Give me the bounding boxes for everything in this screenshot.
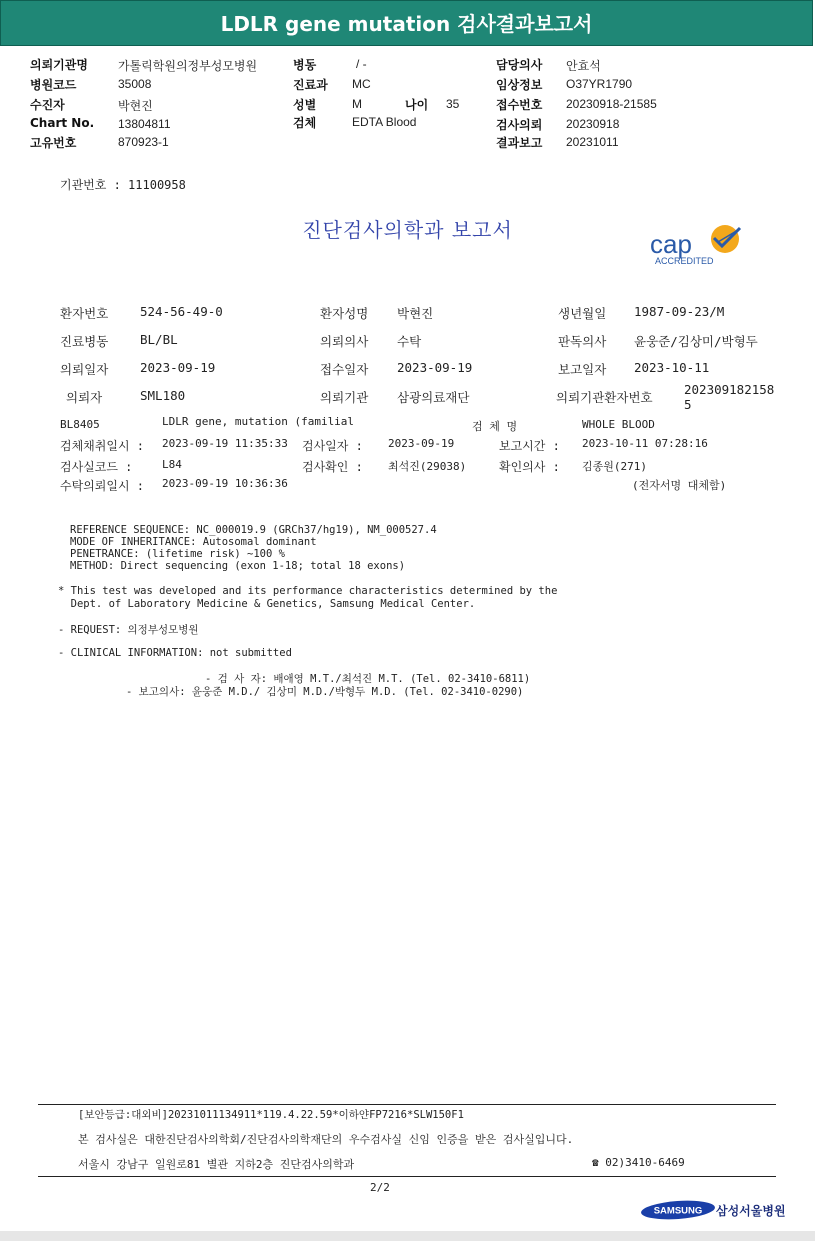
header-key: 검체 xyxy=(293,116,317,130)
patient-key: 보고일자 xyxy=(558,362,607,377)
patient-key: 접수일자 xyxy=(320,362,369,377)
header-key: 의뢰기관명 xyxy=(30,58,88,72)
note-line: * This test was developed and its performance characteristics determined by the xyxy=(58,585,558,597)
patient-key: 의뢰자 xyxy=(66,390,103,405)
header-key: 병동 xyxy=(293,58,317,72)
body-line: PENETRANCE: (lifetime risk) ~100 % xyxy=(70,548,285,560)
confirm-label: 검사확인 : xyxy=(302,460,363,474)
footer-divider xyxy=(38,1176,776,1177)
header-key: 성별 xyxy=(293,98,317,112)
doctor-value: 김종원(271) xyxy=(582,460,647,473)
header-value: M xyxy=(352,97,362,111)
esign-note: (전자서명 대체함) xyxy=(632,479,727,492)
samsung-text: SAMSUNG xyxy=(653,1205,703,1217)
header-key: 진료과 xyxy=(293,78,328,92)
patient-value: 수탁 xyxy=(397,334,422,349)
header-value: MC xyxy=(352,77,371,91)
specimen-value: WHOLE BLOOD xyxy=(582,418,655,431)
header-value: 35 xyxy=(446,97,460,111)
collect-label: 검체채취일시 : xyxy=(60,439,145,453)
header-value: 20230918-21585 xyxy=(566,97,657,111)
clinical-line: - CLINICAL INFORMATION: not submitted xyxy=(58,647,292,659)
header-info xyxy=(0,48,815,167)
report-banner xyxy=(0,0,813,46)
patient-value: BL/BL xyxy=(140,332,178,347)
cap-accredited-logo xyxy=(648,224,748,268)
patient-value: 2023-09-19 xyxy=(140,360,216,375)
patient-value: 박현진 xyxy=(397,306,434,321)
patient-key: 의뢰일자 xyxy=(60,362,109,377)
patient-value: 1987-09-23/M xyxy=(634,304,725,319)
report-time-label: 보고시간 : xyxy=(499,439,560,453)
header-key: 접수번호 xyxy=(496,98,543,112)
room-value: L84 xyxy=(162,458,182,471)
cap-sub: ACCREDITED xyxy=(655,256,714,266)
header-value: EDTA Blood xyxy=(352,115,417,129)
hospital-name: 삼성서울병원 xyxy=(716,1204,786,1218)
note-line: Dept. of Laboratory Medicine & Genetics, Samsung Medical Center. xyxy=(58,598,476,610)
patient-value: 삼광의료재단 xyxy=(397,390,470,405)
header-key: 임상정보 xyxy=(496,78,543,92)
patient-value: 윤웅준/김상미/박형두 xyxy=(634,334,758,349)
exam-date-label: 검사일자 : xyxy=(302,439,363,453)
test-code: BL8405 xyxy=(60,418,100,431)
header-key: 나이 xyxy=(405,98,429,112)
header-value: 13804811 xyxy=(118,117,171,131)
security-line: [보안등급:대외비]20231011134911*119.4.22.59*이하얀FP7216*SLW150F1 xyxy=(78,1109,464,1121)
org-number: 기관번호 : 11100958 xyxy=(60,178,186,192)
collect-value: 2023-09-19 11:35:33 xyxy=(162,437,288,450)
patient-key: 환자번호 xyxy=(60,306,109,321)
patient-key: 환자성명 xyxy=(320,306,369,321)
patient-key: 생년월일 xyxy=(558,306,607,321)
body-line: METHOD: Direct sequencing (exon 1-18; total 18 exons) xyxy=(70,560,406,572)
body-line: MODE OF INHERITANCE: Autosomal dominant xyxy=(70,536,317,548)
patient-value: 2023-10-11 xyxy=(634,360,710,375)
phone-line: ☎ 02)3410-6469 xyxy=(592,1156,685,1169)
bottom-strip xyxy=(0,1231,815,1241)
header-key: Chart No. xyxy=(30,116,95,130)
patient-key: 의뢰기관환자번호 xyxy=(556,390,653,405)
cap-text: cap xyxy=(650,229,692,259)
request-line: - REQUEST: 의정부성모병원 xyxy=(58,624,199,636)
patient-value: SML180 xyxy=(140,388,186,403)
patient-value: 2023-09-19 xyxy=(397,360,473,375)
header-value: 870923-1 xyxy=(118,135,169,149)
test-name: LDLR gene, mutation (familial xyxy=(162,415,355,428)
report-title: 진단검사의학과 보고서 xyxy=(302,218,513,242)
trust-label: 수탁의뢰일시 : xyxy=(60,479,145,493)
address-line: 서울시 강남구 일원로81 별관 지하2층 진단검사의학과 xyxy=(78,1158,355,1171)
header-value: 안효석 xyxy=(566,59,601,73)
header-value: O37YR1790 xyxy=(566,77,633,91)
header-value: / - xyxy=(356,57,367,71)
header-value: 20231011 xyxy=(566,135,619,149)
header-value: 35008 xyxy=(118,77,152,91)
header-key: 결과보고 xyxy=(496,136,543,150)
samsung-logo xyxy=(640,1200,716,1220)
report-time-value: 2023-10-11 07:28:16 xyxy=(582,437,708,450)
trust-value: 2023-09-19 10:36:36 xyxy=(162,477,288,490)
patient-key: 의뢰기관 xyxy=(320,390,369,405)
patient-value: 5 xyxy=(684,397,692,412)
banner-title: LDLR gene mutation 검사결과보고서 xyxy=(220,12,593,36)
examiner-line: - 검 사 자: 배애영 M.T./최석진 M.T. (Tel. 02-3410-6811) xyxy=(205,673,531,685)
header-key: 병원코드 xyxy=(30,78,77,92)
patient-key: 의뢰의사 xyxy=(320,334,369,349)
exam-date-value: 2023-09-19 xyxy=(388,437,455,450)
patient-value: 524-56-49-0 xyxy=(140,304,223,319)
header-key: 검사의뢰 xyxy=(496,118,543,132)
body-line: REFERENCE SEQUENCE: NC_000019.9 (GRCh37/hg19), NM_000527.4 xyxy=(70,524,437,536)
report-document xyxy=(0,166,815,1231)
header-value: 박현진 xyxy=(118,99,153,113)
report-doctor-line: - 보고의사: 윤웅준 M.D./ 김상미 M.D./박형두 M.D. (Tel. 02-3410-0290) xyxy=(126,686,524,698)
header-value: 20230918 xyxy=(566,117,620,131)
specimen-label: 검 체 명 xyxy=(472,420,518,433)
room-label: 검사실코드 : xyxy=(60,460,133,474)
patient-key: 진료병동 xyxy=(60,334,109,349)
patient-key: 판독의사 xyxy=(558,334,607,349)
cert-line: 본 검사실은 대한진단검사의학회/진단검사의학재단의 우수검사실 신임 인증을 받은 검사실입니다. xyxy=(78,1133,574,1146)
header-key: 담당의사 xyxy=(496,58,543,72)
header-key: 수진자 xyxy=(30,98,65,112)
footer-divider xyxy=(38,1104,776,1105)
patient-value: 202309182158 xyxy=(684,382,775,397)
confirm-value: 최석진(29038) xyxy=(388,460,467,473)
header-key: 고유번호 xyxy=(30,136,77,150)
page-number: 2/2 xyxy=(370,1181,390,1194)
header-value: 가톨릭학원의정부성모병원 xyxy=(118,59,258,73)
doctor-label: 확인의사 : xyxy=(499,460,560,474)
